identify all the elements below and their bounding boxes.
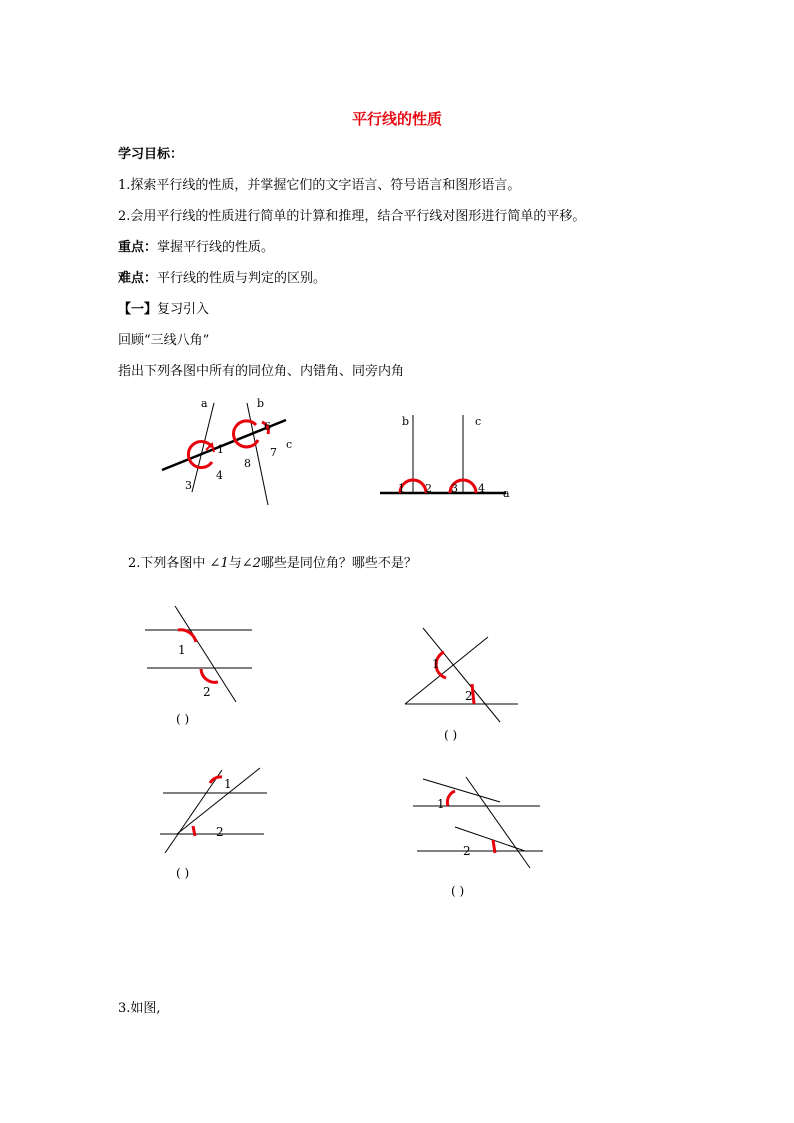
q2-figure-1 [145, 606, 252, 726]
answer-blank: ( ) [444, 728, 458, 742]
line-b [247, 403, 268, 505]
angle-label-3: 3 [185, 479, 192, 492]
angle-label-2: 2 [425, 482, 432, 495]
angle-label-3: 3 [451, 482, 458, 495]
angle-arc-1 [447, 791, 455, 806]
angle-label-2: 2 [465, 689, 473, 703]
objective-2: 2.会用平行线的性质进行简单的计算和推理，结合平行线对图形进行简单的平移。 [118, 209, 586, 224]
angle-label-1: 1 [432, 657, 440, 671]
angle-arc-2 [493, 840, 495, 853]
difficulty-label: 难点： [118, 271, 158, 286]
q2-angle-1: ∠1 [209, 556, 229, 571]
figure-b [380, 415, 510, 500]
angle-arc-2 [193, 826, 195, 836]
answer-blank: ( ) [176, 866, 190, 880]
review-text: 回顾“三线八角” [118, 333, 210, 348]
section-one-text: 复习引入 [157, 302, 210, 317]
q2-angle-2: ∠2 [241, 556, 261, 571]
angle-label-1: 1 [437, 797, 445, 811]
label-line-b: b [257, 397, 265, 410]
label-line-a: a [201, 397, 208, 410]
angle-label-6: 6 [264, 420, 271, 433]
key-point-text: 掌握平行线的性质。 [157, 240, 275, 255]
q2-figure-3 [160, 768, 267, 880]
angle-label-4: 4 [216, 469, 223, 482]
transversal-line [466, 777, 530, 868]
q2-figure-4 [413, 777, 543, 898]
section-one-bracket: 【一】 [118, 302, 158, 317]
angle-label-2: 2 [203, 685, 211, 699]
q2-prefix: 2.下列各图中 [128, 556, 206, 571]
angle-label-1: 1 [178, 643, 186, 657]
label-line-a: a [503, 487, 510, 500]
angle-label-1: 1 [398, 482, 405, 495]
key-point-label: 重点： [118, 240, 158, 255]
figure-a [162, 397, 292, 505]
angle-label-4: 4 [478, 482, 485, 495]
angle-label-1: 1 [217, 443, 224, 456]
angle-arc-2 [201, 669, 218, 682]
slanted-line [405, 637, 488, 704]
question-3: 3.如图, [118, 1001, 161, 1016]
q2-mid: 与 [228, 556, 242, 571]
slanted-line-top [423, 779, 500, 802]
label-line-c: c [286, 438, 293, 451]
page-title: 平行线的性质 [351, 110, 442, 128]
transversal-line [165, 770, 222, 853]
label-line-b: b [402, 415, 410, 428]
angle-label-2: 2 [216, 825, 224, 839]
q2-figure-2 [405, 628, 518, 742]
difficulty-text: 平行线的性质与判定的区别。 [157, 271, 327, 286]
angle-label-8: 8 [244, 457, 251, 470]
angle-label-2: 2 [463, 844, 471, 858]
q2-suffix: 哪些是同位角？哪些不是？ [260, 556, 417, 571]
objectives-heading: 学习目标： [118, 147, 184, 162]
instruction-text: 指出下列各图中所有的同位角、内错角、同旁内角 [118, 364, 405, 379]
angle-arc-1 [178, 630, 196, 642]
answer-blank: ( ) [176, 712, 190, 726]
angle-arc-1 [210, 777, 222, 783]
objective-1: 1.探索平行线的性质，并掌握它们的文字语言、符号语言和图形语言。 [118, 178, 521, 193]
transversal-line [423, 628, 500, 722]
angle-label-7: 7 [270, 446, 277, 459]
angle-label-1: 1 [224, 777, 232, 791]
answer-blank: ( ) [451, 884, 465, 898]
label-line-c: c [475, 415, 482, 428]
